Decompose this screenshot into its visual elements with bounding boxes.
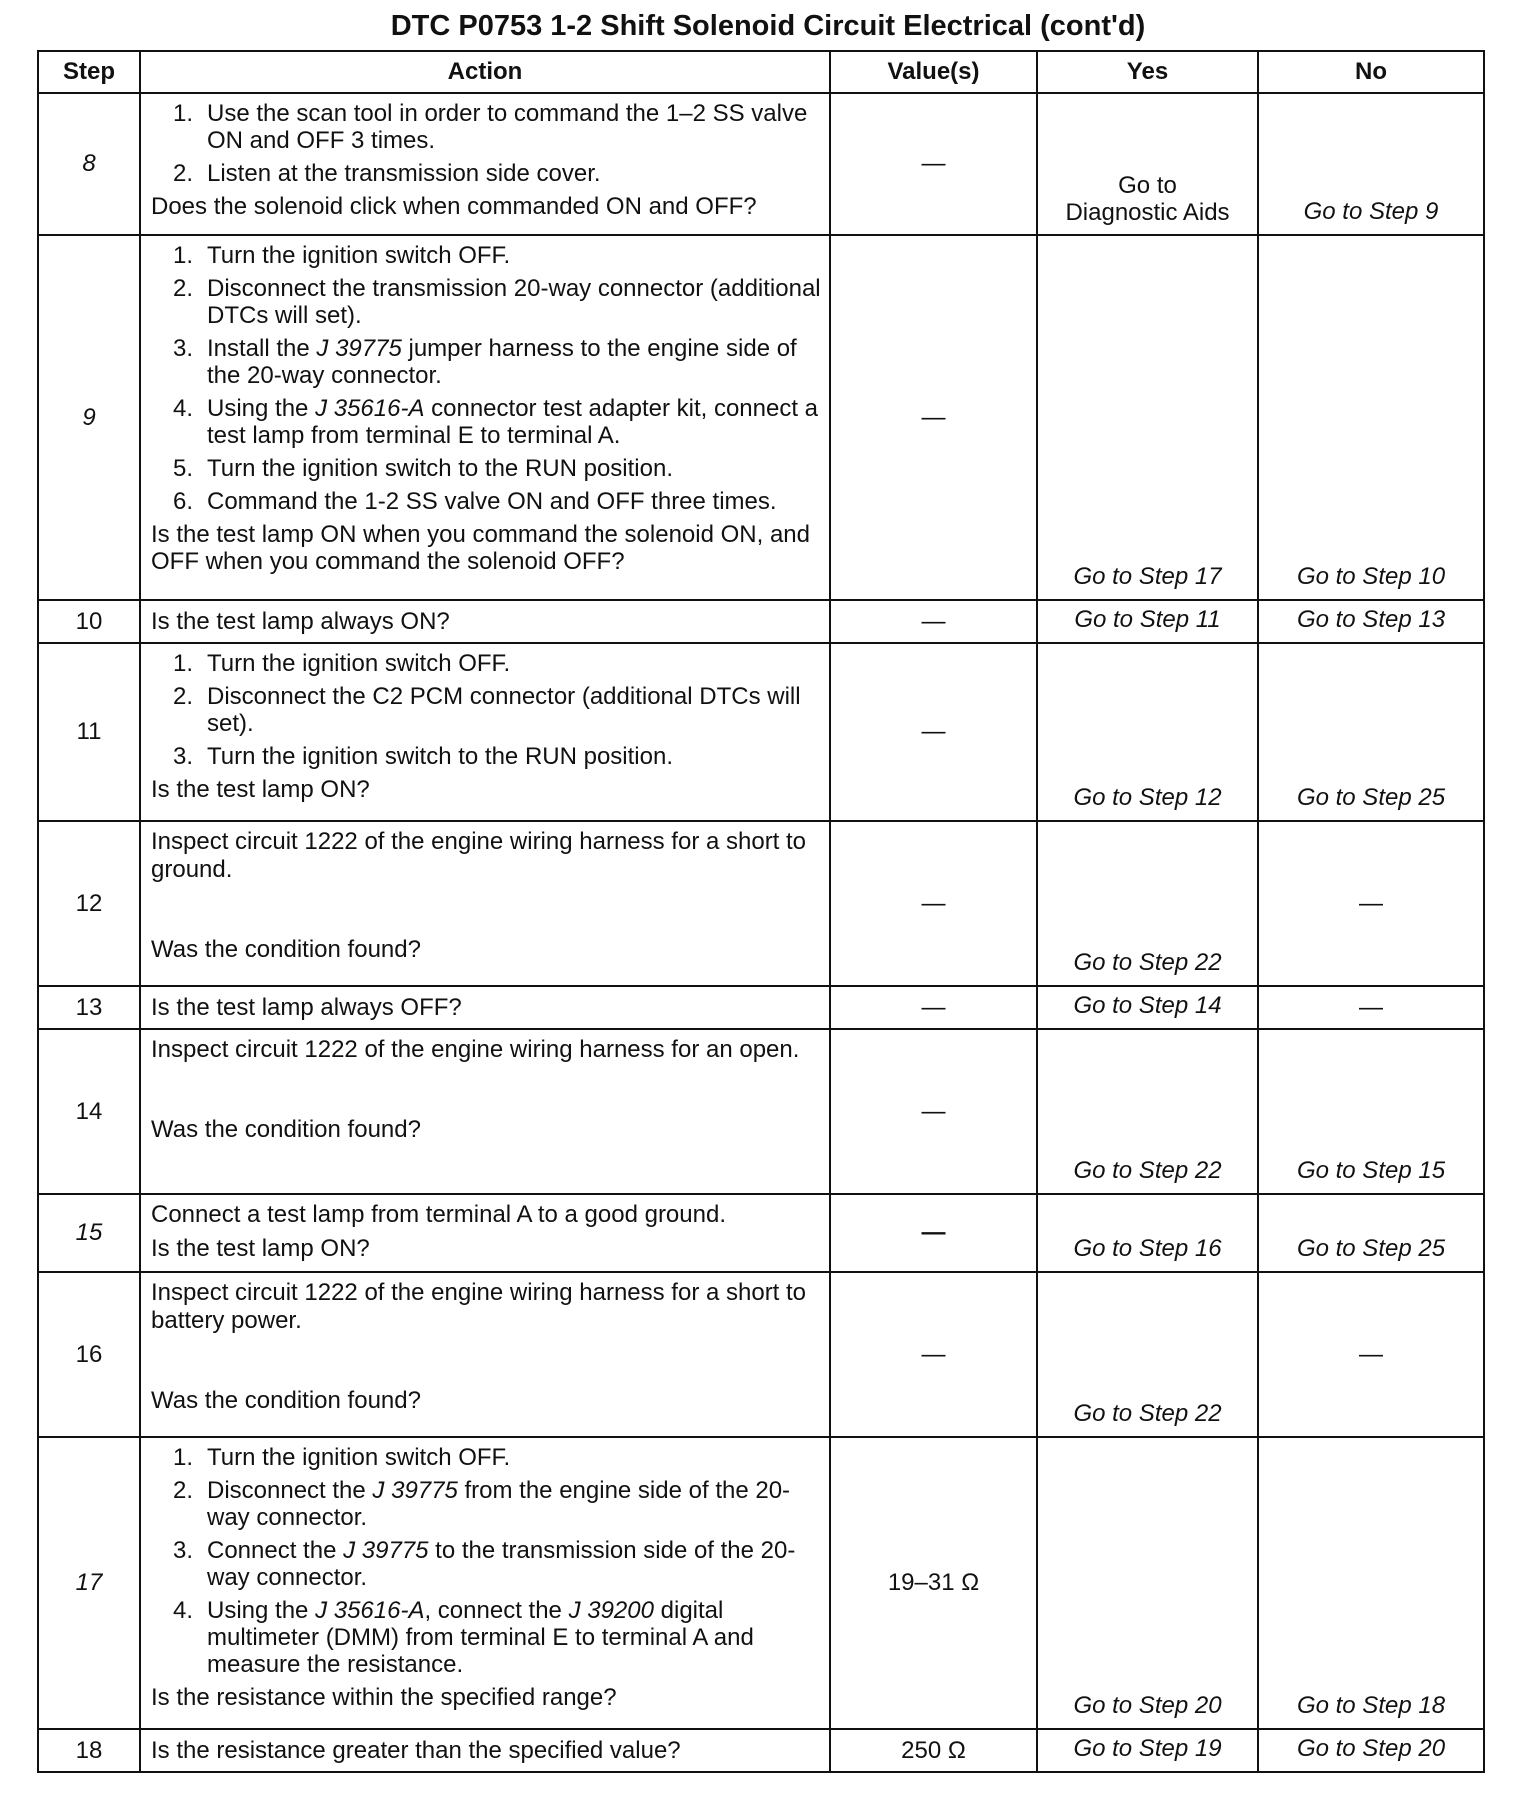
yes-cell: Go to Step 12	[1037, 643, 1258, 821]
action-item: 1. Use the scan tool in order to command the 1–2 SS valve ON and OFF 3 times.	[173, 100, 808, 154]
action-question: Is the test lamp always ON?	[140, 600, 830, 643]
header-action: Action	[140, 51, 830, 93]
table-row	[38, 821, 1484, 986]
value-cell: 19–31 Ω	[830, 1437, 1037, 1729]
header-values: Value(s)	[830, 51, 1037, 93]
action-item: 2. Disconnect the C2 PCM connector (additional DTCs will set).	[173, 683, 801, 737]
action-question: Is the test lamp always OFF?	[140, 986, 830, 1029]
table-row	[38, 235, 1484, 600]
action-item: 1. Turn the ignition switch OFF.	[173, 650, 511, 677]
action-question: Was the condition found?	[151, 936, 421, 963]
action-item: 3. Install the J 39775 jumper harness to the engine side of the 20-way connector.	[173, 335, 797, 389]
action-question: Is the resistance greater than the specified value?	[140, 1729, 830, 1772]
table-row	[38, 1194, 1484, 1272]
action-question: Is the resistance within the specified range?	[151, 1684, 617, 1711]
action-item: 6. Command the 1-2 SS valve ON and OFF three times.	[173, 488, 777, 515]
step-number: 8	[38, 93, 140, 235]
action-cell	[140, 821, 830, 986]
diagnostic-table	[37, 50, 1485, 1773]
value-cell: —	[830, 1272, 1037, 1437]
yes-cell: Go to Step 11	[1037, 600, 1258, 643]
action-text: Inspect circuit 1222 of the engine wiring harness for an open.	[151, 1036, 800, 1063]
table-row	[38, 1272, 1484, 1437]
action-cell	[140, 643, 830, 821]
value-cell: 250 Ω	[830, 1729, 1037, 1772]
action-cell	[140, 1437, 830, 1729]
header-no: No	[1258, 51, 1484, 93]
table-row	[38, 643, 1484, 821]
action-item: 2. Disconnect the transmission 20-way connector (additional DTCs will set).	[173, 275, 821, 329]
yes-cell: Go to Step 17	[1037, 235, 1258, 600]
no-cell: Go to Step 25	[1258, 1194, 1484, 1272]
action-item: 4. Using the J 35616-A connector test adapter kit, connect a test lamp from terminal E to terminal A.	[173, 395, 819, 449]
action-cell	[140, 1194, 830, 1272]
action-cell	[140, 1029, 830, 1194]
step-number: 10	[38, 600, 140, 643]
yes-cell: Go to Step 14	[1037, 986, 1258, 1029]
action-question: Does the solenoid click when commanded ON and OFF?	[151, 193, 757, 220]
no-cell: Go to Step 20	[1258, 1729, 1484, 1772]
action-text: Connect a test lamp from terminal A to a good ground.	[151, 1201, 726, 1228]
action-item: 1. Turn the ignition switch OFF.	[173, 242, 511, 269]
yes-cell: Go to Step 16	[1037, 1194, 1258, 1272]
step-number: 15	[38, 1194, 140, 1272]
step-number: 13	[38, 986, 140, 1029]
action-question: Was the condition found?	[151, 1116, 421, 1143]
yes-cell: Go to Diagnostic Aids	[1037, 93, 1258, 235]
no-cell: Go to Step 18	[1258, 1437, 1484, 1729]
yes-cell: Go to Step 20	[1037, 1437, 1258, 1729]
action-item: 1. Turn the ignition switch OFF.	[173, 1444, 511, 1471]
yes-cell: Go to Step 22	[1037, 821, 1258, 986]
action-item: 3. Turn the ignition switch to the RUN position.	[173, 743, 673, 770]
step-number: 9	[38, 235, 140, 600]
value-cell: —	[830, 235, 1037, 600]
no-cell: Go to Step 15	[1258, 1029, 1484, 1194]
header-yes: Yes	[1037, 51, 1258, 93]
page-title: DTC P0753 1-2 Shift Solenoid Circuit Electrical (cont'd)	[390, 10, 1146, 42]
value-cell: —	[830, 1194, 1037, 1272]
action-text: Inspect circuit 1222 of the engine wiring harness for a short to battery power.	[151, 1279, 807, 1334]
yes-cell: Go to Step 22	[1037, 1029, 1258, 1194]
action-cell	[140, 93, 830, 235]
action-question: Is the test lamp ON?	[151, 1235, 370, 1262]
value-cell: —	[830, 986, 1037, 1029]
step-number: 12	[38, 821, 140, 986]
action-item: 4. Using the J 35616-A, connect the J 39200 digital multimeter (DMM) from terminal E to terminal A and measure the resistance.	[173, 1597, 754, 1678]
yes-cell: Go to Step 19	[1037, 1729, 1258, 1772]
table-row	[38, 1729, 1484, 1772]
action-cell	[140, 1272, 830, 1437]
action-question: Is the test lamp ON when you command the solenoid ON, and OFF when you command the solenoid OFF?	[151, 521, 811, 575]
value-cell: —	[830, 821, 1037, 986]
value-cell: —	[830, 600, 1037, 643]
value-cell: —	[830, 93, 1037, 235]
table-row	[38, 1029, 1484, 1194]
action-question: Was the condition found?	[151, 1387, 421, 1414]
no-cell: —	[1258, 1272, 1484, 1437]
table-row	[38, 986, 1484, 1029]
action-text: Inspect circuit 1222 of the engine wiring harness for a short to ground.	[151, 828, 807, 883]
table-row	[38, 93, 1484, 235]
no-cell: Go to Step 13	[1258, 600, 1484, 643]
action-cell	[140, 235, 830, 600]
step-number: 11	[38, 643, 140, 821]
action-item: 5. Turn the ignition switch to the RUN position.	[173, 455, 673, 482]
action-question: Is the test lamp ON?	[151, 776, 370, 803]
table-row	[38, 1437, 1484, 1729]
header-row	[38, 51, 1484, 93]
step-number: 14	[38, 1029, 140, 1194]
no-cell: Go to Step 10	[1258, 235, 1484, 600]
action-item: 3. Connect the J 39775 to the transmission side of the 20-way connector.	[173, 1537, 796, 1591]
step-number: 16	[38, 1272, 140, 1437]
no-cell: Go to Step 25	[1258, 643, 1484, 821]
table-row	[38, 600, 1484, 643]
action-item: 2. Disconnect the J 39775 from the engine side of the 20-way connector.	[173, 1477, 791, 1531]
no-cell: —	[1258, 821, 1484, 986]
header-step: Step	[38, 51, 140, 93]
step-number: 17	[38, 1437, 140, 1729]
action-item: 2. Listen at the transmission side cover.	[173, 160, 601, 187]
value-cell: —	[830, 1029, 1037, 1194]
value-cell: —	[830, 643, 1037, 821]
step-number: 18	[38, 1729, 140, 1772]
no-cell: —	[1258, 986, 1484, 1029]
no-cell: Go to Step 9	[1258, 93, 1484, 235]
yes-cell: Go to Step 22	[1037, 1272, 1258, 1437]
